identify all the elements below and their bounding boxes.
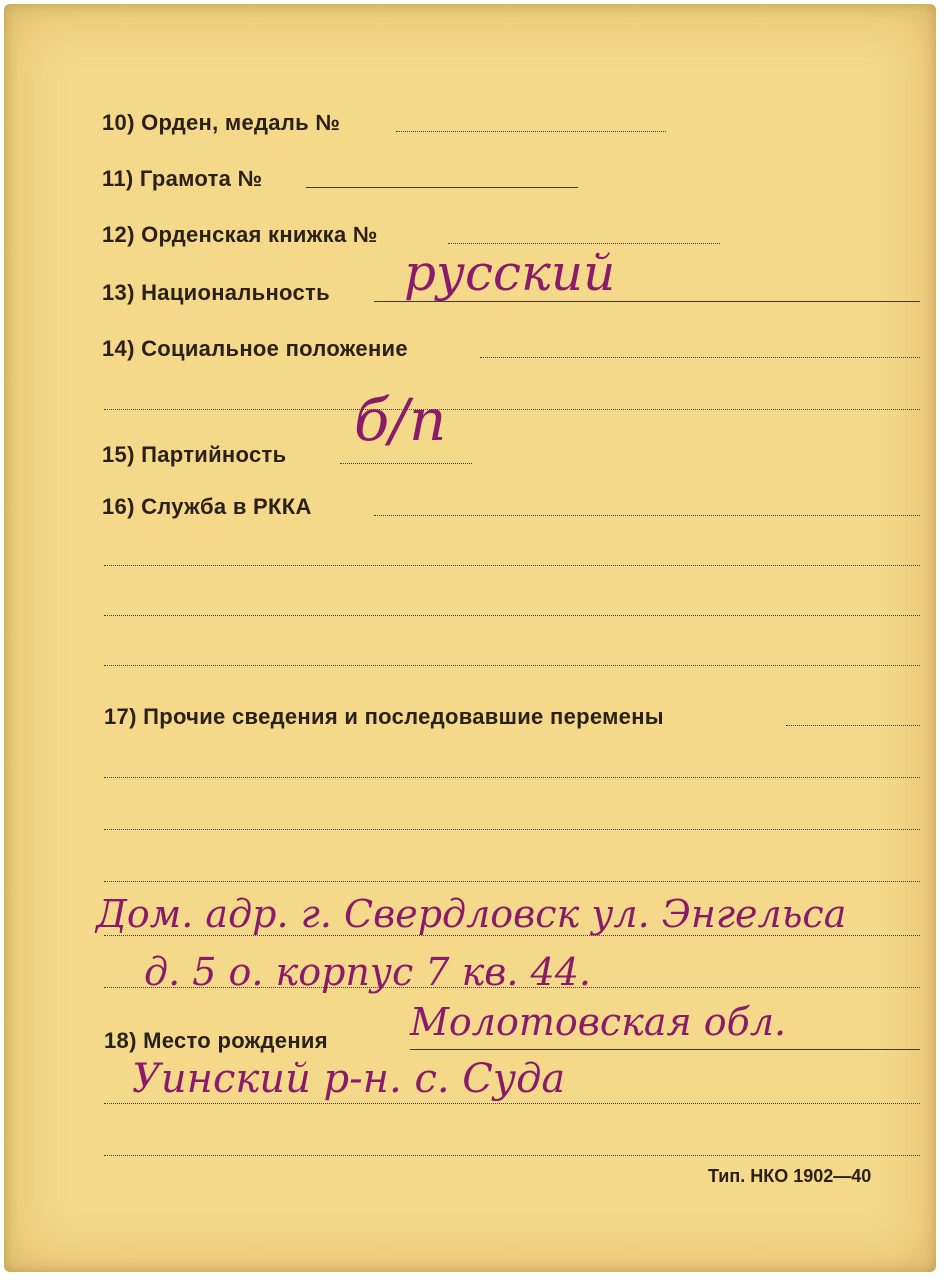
- handwritten-birthplace-line-1: Молотовская обл.: [410, 1000, 787, 1044]
- handwritten-home-address-line-1: Дом. адр. г. Свердловск ул. Энгельса: [96, 892, 847, 936]
- handwritten-nationality: русский: [404, 244, 616, 302]
- label-item-12: 12) Орденская книжка №: [102, 222, 378, 247]
- field-line-item-18: [410, 1049, 920, 1050]
- field-line-item-17-cont-1: [104, 777, 920, 778]
- field-line-item-17-cont-3: [104, 881, 920, 882]
- label-item-10: 10) Орден, медаль №: [102, 110, 341, 135]
- print-code: Тип. НКО 1902—40: [708, 1166, 872, 1186]
- field-line-item-14-cont: [104, 409, 920, 410]
- handwritten-party: б/п: [354, 386, 447, 454]
- field-line-item-18-cont-1: [104, 1103, 920, 1104]
- field-line-item-17: [786, 725, 920, 726]
- field-line-item-15: [340, 463, 472, 464]
- field-line-item-16: [374, 515, 920, 516]
- label-item-15: 15) Партийность: [102, 442, 287, 467]
- label-item-16: 16) Служба в РККА: [102, 494, 312, 519]
- label-item-17: 17) Прочие сведения и последовавшие перемены: [104, 704, 664, 729]
- field-line-item-18-cont-2: [104, 1155, 920, 1156]
- field-line-item-17-cont-2: [104, 829, 920, 830]
- field-line-item-16-cont-3: [104, 665, 920, 666]
- label-item-18: 18) Место рождения: [104, 1028, 328, 1053]
- field-line-item-16-cont-2: [104, 615, 920, 616]
- label-item-11: 11) Грамота №: [102, 166, 263, 191]
- field-line-item-16-cont-1: [104, 565, 920, 566]
- handwritten-birthplace-line-2: Уинский р-н. с. Суда: [132, 1056, 566, 1102]
- label-item-13: 13) Национальность: [102, 280, 330, 305]
- personnel-record-card: [4, 4, 936, 1272]
- field-line-item-10: [396, 131, 666, 132]
- label-item-14: 14) Социальное положение: [102, 336, 408, 361]
- handwritten-home-address-line-2: д. 5 о. корпус 7 кв. 44.: [144, 950, 591, 994]
- field-line-item-11: [306, 187, 578, 188]
- field-line-item-14: [480, 357, 920, 358]
